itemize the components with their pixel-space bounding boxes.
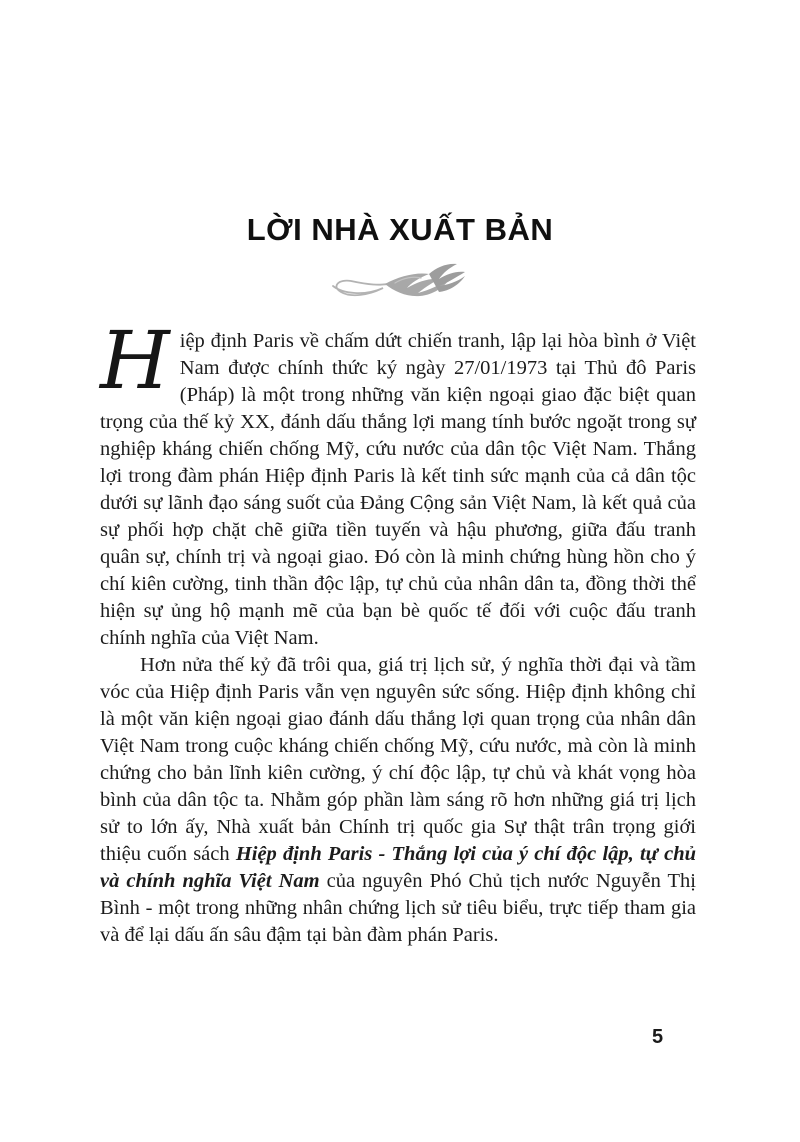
swirl-flourish-icon [0, 254, 800, 307]
paragraph-2 [100, 652, 696, 949]
paragraph-2-tail-text: của nguyên Phó Chủ tịch nước Nguyễn Thị Bình - một trong những nhân chứng lịch sử tiêu biểu, trực tiếp tham gia và để lại dấu ấn sâu đậm tại bàn đàm phán Paris. [100, 870, 696, 946]
page-title: LỜI NHÀ XUẤT BẢN [246, 212, 554, 247]
paragraph-1 [100, 314, 696, 652]
paragraph-1-text: iệp định Paris về chấm dứt chiến tranh, lập lại hòa bình ở Việt Nam được chính thức ký ngày 27/01/1973 tại Thủ đô Paris (Pháp) là một trong những văn kiện ngoại giao đặc biệt quan trọng của thế kỷ XX, đánh dấu thắng lợi mang tính bước ngoặt trong sự nghiệp kháng chiến chống Mỹ, cứu nước của dân tộc Việt Nam. Thắng lợi trong đàm phán Hiệp định Paris là kết tinh sức mạnh của cả dân tộc dưới sự lãnh đạo sáng suốt của Đảng Cộng sản Việt Nam, là kết quả của sự phối hợp chặt chẽ giữa tiền tuyến và hậu phương, giữa đấu tranh quân sự, chính trị và ngoại giao. Đó còn là minh chứng hùng hồn cho ý chí kiên cường, tinh thần độc lập, tự chủ của nhân dân ta, đồng thời thể hiện sự ủng hộ mạnh mẽ của bạn bè quốc tế đối với cuộc đấu tranh chính nghĩa của Việt Nam. [100, 330, 696, 649]
drop-cap-letter: H [100, 314, 170, 407]
paragraph-2-lead-text: Hơn nửa thế kỷ đã trôi qua, giá trị lịch sử, ý nghĩa thời đại và tầm vóc của Hiệp định Paris vẫn vẹn nguyên sức sống. Hiệp định không chỉ là một văn kiện ngoại giao đánh dấu thắng lợi quan trọng của nhân dân Việt Nam trong cuộc kháng chiến chống Mỹ, cứu nước, mà còn là minh chứng cho bản lĩnh kiên cường, ý chí độc lập, tự chủ và khát vọng hòa bình của dân tộc ta. Nhằm góp phần làm sáng rõ hơn những giá trị lịch sử to lớn ấy, Nhà xuất bản Chính trị quốc gia Sự thật trân trọng giới thiệu cuốn sách [100, 654, 696, 865]
page-number: 5 [652, 1026, 664, 1048]
body-text-block [100, 314, 697, 949]
book-title-text: Hiệp định Paris - Thắng lợi của ý chí độc lập, tự chủ và chính nghĩa Việt Nam [100, 843, 697, 892]
